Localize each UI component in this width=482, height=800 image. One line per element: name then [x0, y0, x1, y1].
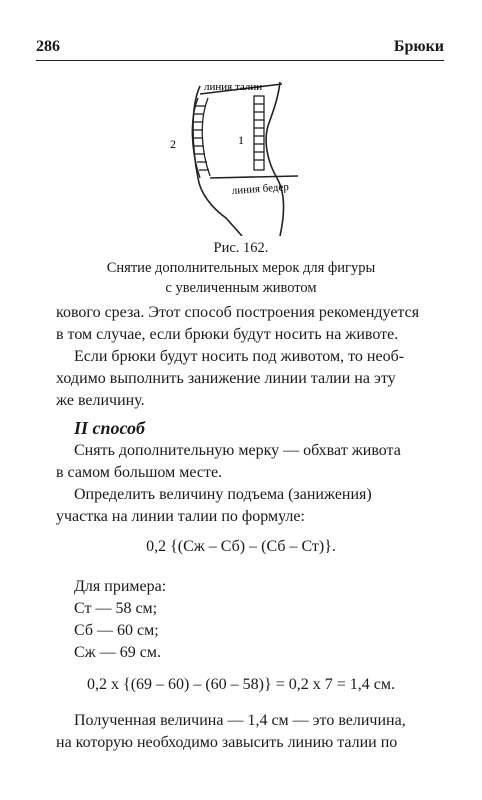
page-number: 286: [36, 38, 60, 55]
paragraph-2: [56, 346, 461, 412]
running-header: [36, 38, 444, 58]
text-line: на которую необходимо завысить линию талии по: [56, 734, 398, 751]
section-title: Брюки: [393, 38, 444, 55]
text-line: участка на линии талии по формуле:: [56, 508, 305, 525]
text-line: в самом большом месте.: [56, 464, 223, 481]
text-line: Определить величину подъема (занижения): [74, 486, 372, 503]
example-intro: Для примера:: [74, 578, 167, 595]
label-waist-line: линия талии: [204, 81, 263, 93]
formula-2: 0,2 х {(69 – 60) – (60 – 58)} = 0,2 х 7 = 1,4 см.: [87, 676, 395, 693]
figure-caption-line-1: Снятие дополнительных мерок для фигуры: [106, 260, 376, 276]
figure-drawing: [160, 68, 330, 236]
text-line: в том случае, если брюки будут носить на животе.: [56, 326, 399, 343]
example-line: Сб — 60 см;: [74, 622, 159, 639]
example-line: Сж — 69 см.: [74, 644, 161, 661]
text-line: Если брюки будут носить под животом, то необ-: [74, 348, 405, 365]
formula-1: 0,2 {(Сж – Сб) – (Сб – Ст)}.: [146, 538, 336, 555]
tape-1: [254, 96, 264, 170]
figure-162-illustration: [160, 68, 330, 236]
section-heading: II способ: [74, 418, 146, 438]
label-tape-2: 2: [170, 137, 176, 151]
header-rule: [36, 60, 444, 61]
example-line: Ст — 58 см;: [74, 600, 158, 617]
text-line: Снять дополнительную мерку — обхват живота: [74, 442, 401, 459]
label-tape-1: 1: [238, 133, 244, 147]
paragraph-5: [56, 710, 461, 754]
paragraph-4: [56, 484, 461, 528]
tape-2: [192, 98, 210, 178]
text-line: кового среза. Этот способ построения рекомендуется: [56, 304, 420, 321]
label-hip-line: линия бедер: [231, 181, 290, 197]
text-line: ходимо выполнить занижение линии талии на эту: [56, 370, 396, 387]
paragraph-1: [56, 302, 461, 346]
paragraph-3: [56, 440, 461, 484]
text-line: Полученная величина — 1,4 см — это величина,: [74, 712, 406, 729]
figure-caption-number: Рис. 162.: [213, 240, 269, 256]
figure-caption-line-2: с увеличенным животом: [165, 280, 317, 296]
text-line: же величину.: [56, 392, 145, 409]
